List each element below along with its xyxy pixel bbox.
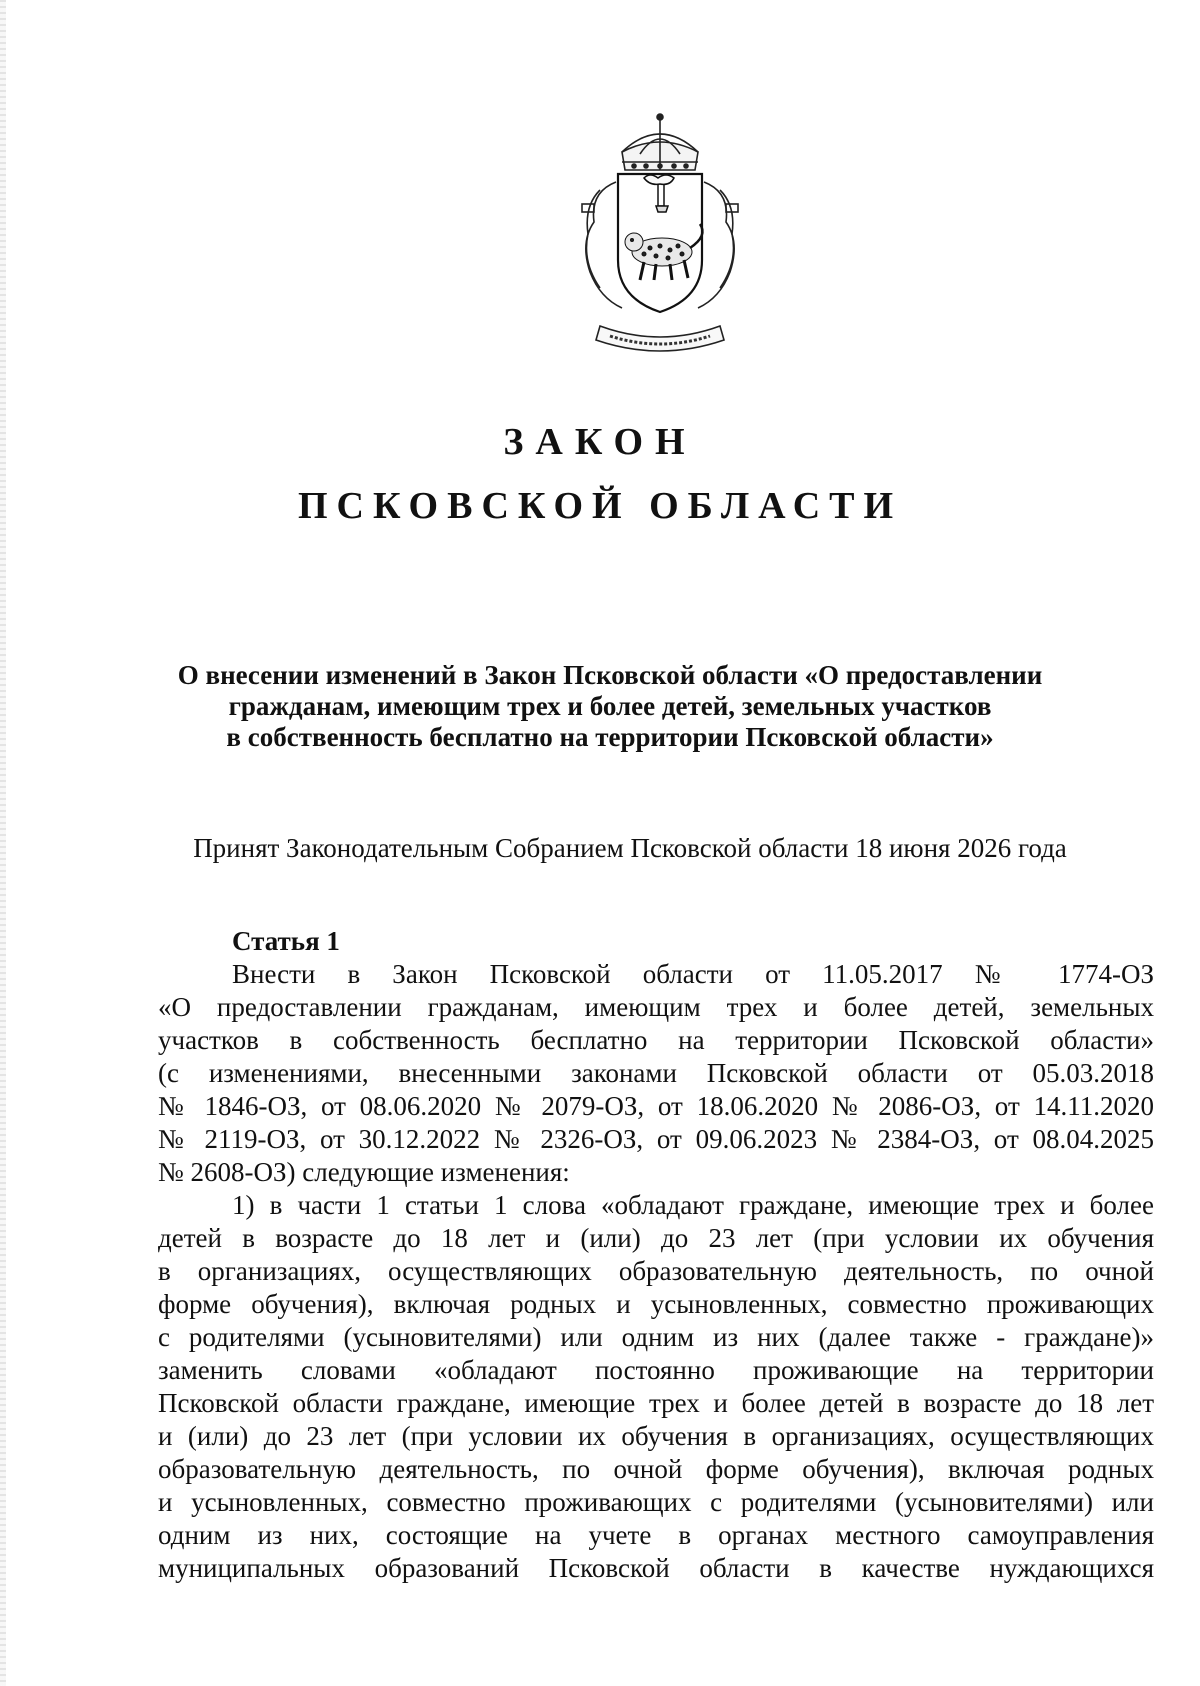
body-line: образовательную деятельность, по очной форме обучения), включая родных [158, 1454, 1154, 1484]
article-body [158, 958, 1154, 1585]
body-line: Псковской области граждане, имеющие трех и более детей в возрасте до 18 лет [158, 1388, 1154, 1418]
body-line: 1) в части 1 статьи 1 слова «обладают граждане, имеющие трех и более [232, 1190, 1154, 1220]
body-line: № 1846-ОЗ, от 08.06.2020 № 2079-ОЗ, от 18.06.2020 № 2086-ОЗ, от 14.11.2020 [158, 1091, 1154, 1121]
body-line: (с изменениями, внесенными законами Псковской области от 05.03.2018 [158, 1058, 1154, 1088]
body-line: муниципальных образований Псковской области в качестве нуждающихся [158, 1553, 1154, 1583]
body-line: заменить словами «обладают постоянно проживающие на территории [158, 1355, 1154, 1385]
body-line: участков в собственность бесплатно на территории Псковской области» [158, 1025, 1154, 1055]
body-line: форме обучения), включая родных и усыновленных, совместно проживающих [158, 1289, 1154, 1319]
pskov-coat-of-arms-icon [560, 112, 760, 364]
body-line: Внести в Закон Псковской области от 11.05.2017 № 1774-ОЗ [232, 959, 1154, 989]
law-heading-line: О внесении изменений в Закон Псковской области «О предоставлении [177, 660, 1043, 690]
body-line: и (или) до 23 лет (при условии их обучения в организациях, осуществляющих [158, 1421, 1154, 1451]
body-line: в организациях, осуществляющих образовательную деятельность, по очной [158, 1256, 1154, 1286]
body-line: одним из них, состоящие на учете в органах местного самоуправления [158, 1520, 1154, 1550]
article-title: Статья 1 [232, 926, 340, 956]
body-line: № 2608-ОЗ) следующие изменения: [158, 1157, 570, 1187]
document-type-title: ЗАКОН [503, 421, 697, 463]
body-line: «О предоставлении гражданам, имеющим трех и более детей, земельных [158, 992, 1154, 1022]
body-line: детей в возрасте до 18 лет и (или) до 23 лет (при условии их обучения [158, 1223, 1154, 1253]
law-heading-line: гражданам, имеющим трех и более детей, земельных участков [228, 691, 992, 721]
scan-edge [0, 0, 6, 1686]
body-line: и усыновленных, совместно проживающих с родителями (усыновителями) или [158, 1487, 1154, 1517]
law-heading [120, 660, 1100, 753]
region-title: ПСКОВСКОЙ ОБЛАСТИ [297, 485, 903, 527]
law-heading-line: в собственность бесплатно на территории Псковской области» [226, 722, 994, 752]
adoption-note: Принят Законодательным Собранием Псковской области 18 июня 2026 года [193, 833, 1067, 863]
body-line: с родителями (усыновителями) или одним из них (далее также - граждане)» [158, 1322, 1154, 1352]
body-line: № 2119-ОЗ, от 30.12.2022 № 2326-ОЗ, от 09.06.2023 № 2384-ОЗ, от 08.04.2025 [158, 1124, 1154, 1154]
